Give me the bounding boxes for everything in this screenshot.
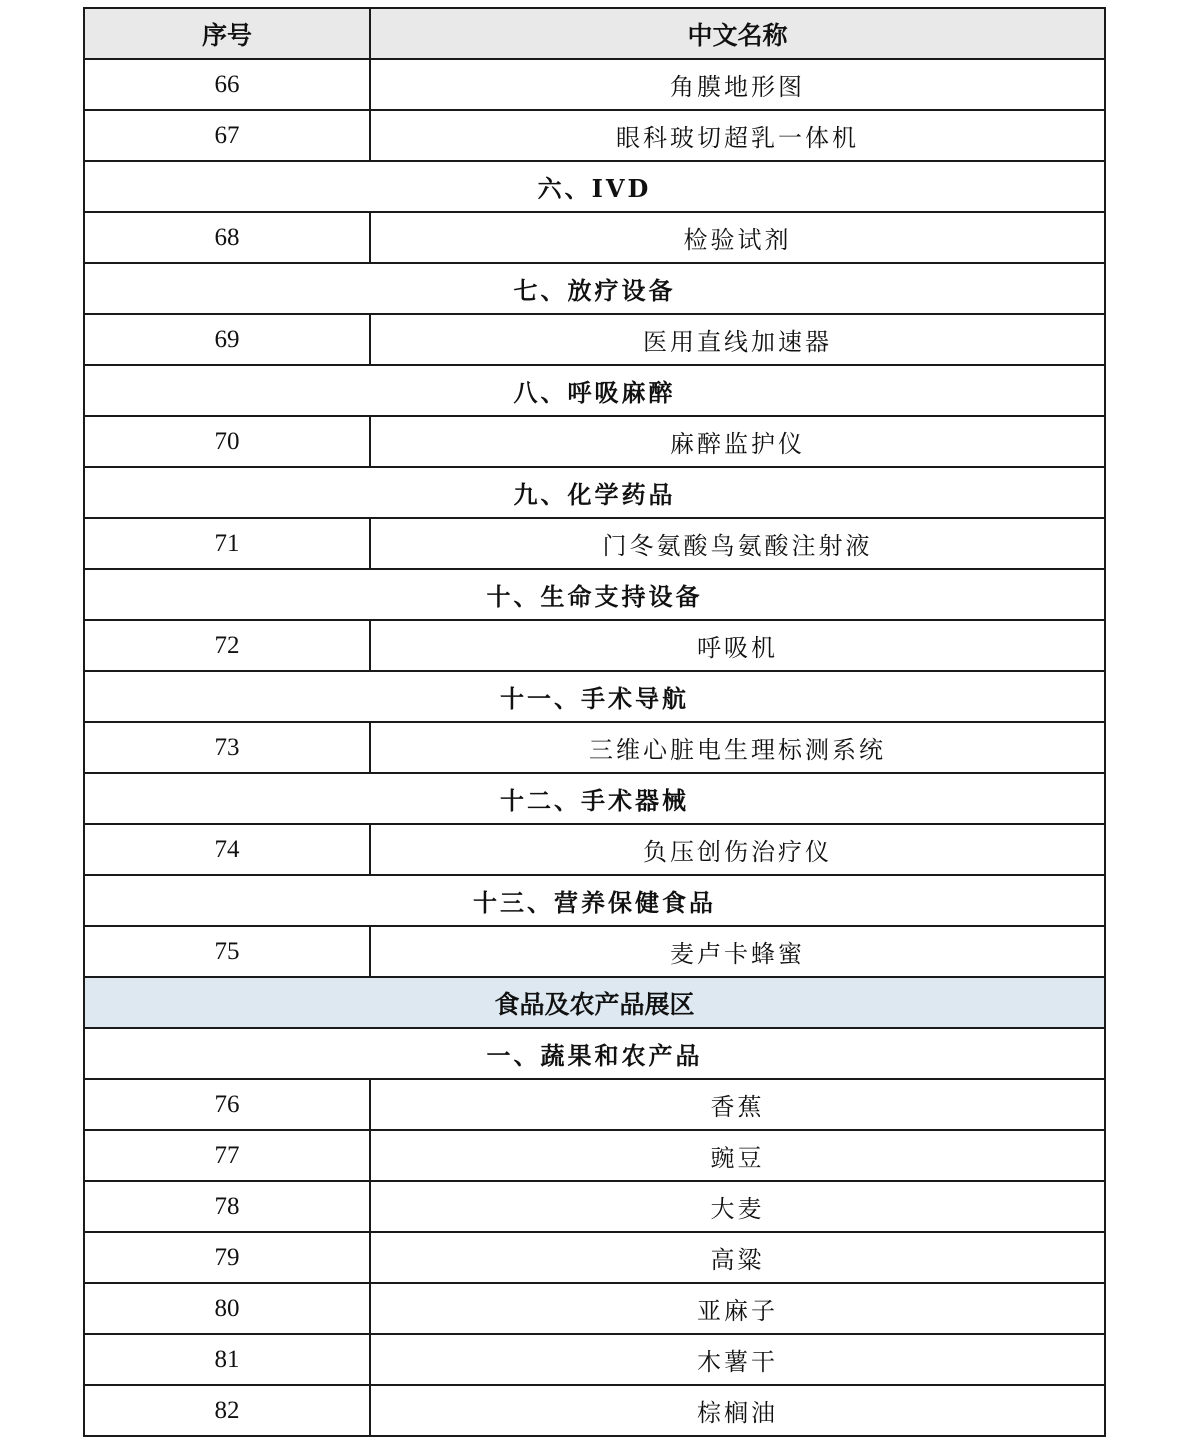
serial-number-cell: 81 bbox=[84, 1334, 370, 1385]
category-section-row bbox=[84, 773, 1105, 824]
table-body bbox=[84, 59, 1105, 1436]
serial-number-cell: 77 bbox=[84, 1130, 370, 1181]
serial-number-cell: 74 bbox=[84, 824, 370, 875]
product-name-cell: 检验试剂 bbox=[370, 212, 1105, 263]
product-name-cell: 角膜地形图 bbox=[370, 59, 1105, 110]
category-section-title: 六、IVD bbox=[84, 161, 1105, 212]
category-section-title: 一、蔬果和农产品 bbox=[84, 1028, 1105, 1079]
table-row bbox=[84, 824, 1105, 875]
table-row bbox=[84, 1181, 1105, 1232]
category-section-row bbox=[84, 263, 1105, 314]
product-name-cell: 木薯干 bbox=[370, 1334, 1105, 1385]
table-row bbox=[84, 1283, 1105, 1334]
table-row bbox=[84, 59, 1105, 110]
serial-number-cell: 67 bbox=[84, 110, 370, 161]
category-section-row bbox=[84, 671, 1105, 722]
table-row bbox=[84, 926, 1105, 977]
product-list-table-container bbox=[83, 7, 1104, 1437]
product-name-cell: 亚麻子 bbox=[370, 1283, 1105, 1334]
serial-number-cell: 66 bbox=[84, 59, 370, 110]
category-section-title: 七、放疗设备 bbox=[84, 263, 1105, 314]
table-row bbox=[84, 110, 1105, 161]
category-section-title: 十一、手术导航 bbox=[84, 671, 1105, 722]
serial-number-cell: 70 bbox=[84, 416, 370, 467]
serial-number-cell: 80 bbox=[84, 1283, 370, 1334]
category-section-title: 十、生命支持设备 bbox=[84, 569, 1105, 620]
product-name-cell: 门冬氨酸鸟氨酸注射液 bbox=[370, 518, 1105, 569]
table-row bbox=[84, 1232, 1105, 1283]
table-header-row bbox=[84, 8, 1105, 59]
serial-number-cell: 79 bbox=[84, 1232, 370, 1283]
table-row bbox=[84, 1079, 1105, 1130]
table-row bbox=[84, 314, 1105, 365]
product-name-cell: 三维心脏电生理标测系统 bbox=[370, 722, 1105, 773]
product-name-cell: 香蕉 bbox=[370, 1079, 1105, 1130]
table-row bbox=[84, 1130, 1105, 1181]
serial-number-cell: 71 bbox=[84, 518, 370, 569]
product-name-cell: 眼科玻切超乳一体机 bbox=[370, 110, 1105, 161]
table-row bbox=[84, 416, 1105, 467]
category-section-row bbox=[84, 875, 1105, 926]
serial-number-cell: 68 bbox=[84, 212, 370, 263]
table-row bbox=[84, 518, 1105, 569]
category-section-row bbox=[84, 1028, 1105, 1079]
product-name-cell: 医用直线加速器 bbox=[370, 314, 1105, 365]
product-name-cell: 棕榈油 bbox=[370, 1385, 1105, 1436]
category-section-row bbox=[84, 365, 1105, 416]
serial-number-cell: 72 bbox=[84, 620, 370, 671]
serial-number-cell: 75 bbox=[84, 926, 370, 977]
category-section-title: 九、化学药品 bbox=[84, 467, 1105, 518]
table-row bbox=[84, 620, 1105, 671]
serial-number-cell: 73 bbox=[84, 722, 370, 773]
table-row bbox=[84, 212, 1105, 263]
exhibit-area-title: 食品及农产品展区 bbox=[84, 977, 1105, 1028]
serial-number-cell: 69 bbox=[84, 314, 370, 365]
product-name-cell: 呼吸机 bbox=[370, 620, 1105, 671]
category-section-row bbox=[84, 467, 1105, 518]
product-name-cell: 麦卢卡蜂蜜 bbox=[370, 926, 1105, 977]
table-row bbox=[84, 722, 1105, 773]
product-list-table bbox=[83, 7, 1106, 1437]
serial-number-cell: 82 bbox=[84, 1385, 370, 1436]
category-section-row bbox=[84, 569, 1105, 620]
category-section-row bbox=[84, 161, 1105, 212]
table-row bbox=[84, 1334, 1105, 1385]
product-name-cell: 大麦 bbox=[370, 1181, 1105, 1232]
serial-number-cell: 78 bbox=[84, 1181, 370, 1232]
category-section-title: 十三、营养保健食品 bbox=[84, 875, 1105, 926]
product-name-cell: 麻醉监护仪 bbox=[370, 416, 1105, 467]
product-name-cell: 高粱 bbox=[370, 1232, 1105, 1283]
header-chinese-name: 中文名称 bbox=[370, 8, 1105, 59]
product-name-cell: 豌豆 bbox=[370, 1130, 1105, 1181]
header-serial-number: 序号 bbox=[84, 8, 370, 59]
exhibit-area-row bbox=[84, 977, 1105, 1028]
category-section-title: 十二、手术器械 bbox=[84, 773, 1105, 824]
category-section-title: 八、呼吸麻醉 bbox=[84, 365, 1105, 416]
serial-number-cell: 76 bbox=[84, 1079, 370, 1130]
product-name-cell: 负压创伤治疗仪 bbox=[370, 824, 1105, 875]
table-row bbox=[84, 1385, 1105, 1436]
